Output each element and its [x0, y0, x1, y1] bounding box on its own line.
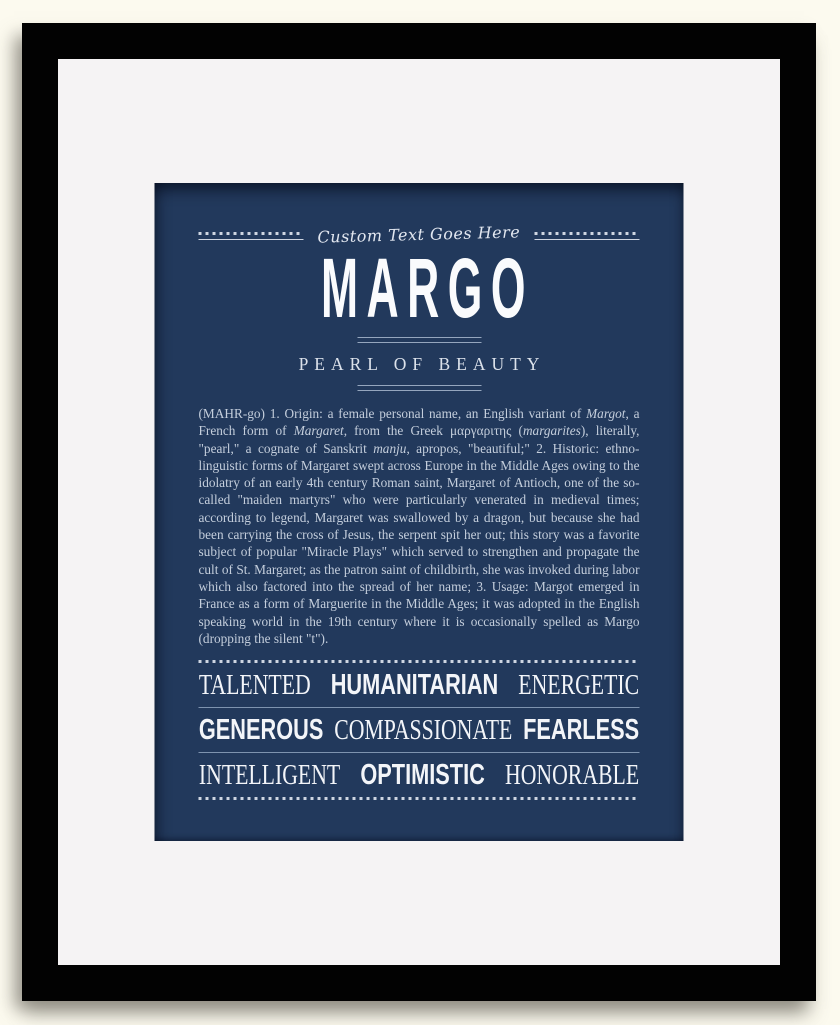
- trait-word: GENEROUS: [198, 713, 324, 746]
- name-art-poster: [155, 183, 684, 841]
- trait-word: OPTIMISTIC: [360, 758, 485, 791]
- trait-row: [199, 708, 639, 752]
- name-meaning-subtitle: PEARL OF BEAUTY: [298, 354, 546, 374]
- trait-word: COMPASSIONATE: [334, 713, 513, 746]
- solid-rule: [534, 239, 639, 240]
- traits-section: [199, 660, 640, 800]
- double-line-divider-bottom: [357, 385, 481, 391]
- divider-line: [357, 337, 481, 338]
- trait-word: INTELLIGENT: [198, 758, 341, 791]
- definition-text: , apropos, "beautiful;" 2. Historic: ethno-linguistic forms of Margaret swept across Europe in the Middle Ages owing to the idolatry of an early 4th century Roman saint, Margaret of Antioch, one of the so-called "maiden martyrs" who were particularly venerated in medieval times; according to legend, Margaret was swallowed by a dragon, but because she had been carrying the cross of Jesus, the serpent spit her out; this story was a favorite subject of popular "Miracle Plays" which served to strengthen and propagate the cult of St. Margaret; as the patron saint of childbirth, she was invoked during labor which also factored into the spread of her name; 3. Usage: Margot emerged in France as a form of Marguerite in the Middle Ages; it was adopted in the English speaking world in the 19th century where it is occasionally spelled as Margo (dropping the silent "t").: [198, 440, 640, 646]
- name-title-wrap: [199, 241, 640, 335]
- trait-word: FEARLESS: [523, 713, 640, 746]
- name-title: MARGO: [320, 241, 534, 335]
- solid-rule: [199, 239, 304, 240]
- definition-italic-word: Margot: [586, 406, 626, 421]
- trait-word: ENERGETIC: [518, 668, 640, 701]
- right-dotted-ornament: [534, 232, 639, 240]
- trait-row: [199, 753, 639, 797]
- trait-word: HONORABLE: [504, 758, 640, 791]
- double-line-divider-top: [357, 337, 481, 343]
- definition-text: ), literally, "pearl," a cognate of Sanskrit: [198, 423, 640, 456]
- definition-italic-word: margarites: [522, 423, 581, 439]
- definition-italic-word: manju: [373, 440, 407, 456]
- divider-line: [357, 385, 481, 386]
- definition-italic-word: Margaret: [293, 423, 344, 439]
- picture-frame: [22, 23, 816, 1001]
- left-dotted-ornament: [199, 232, 304, 240]
- definition-text: , a French form of: [198, 406, 640, 439]
- dotted-rule: [199, 232, 304, 235]
- mat-board: [58, 59, 780, 965]
- traits-dotted-border-bottom: [199, 797, 640, 800]
- definition-text: , from the Greek μαργαριτης (: [343, 423, 523, 439]
- trait-word: TALENTED: [198, 668, 311, 701]
- dotted-rule: [534, 232, 639, 235]
- trait-row: [199, 663, 639, 707]
- divider-line: [357, 390, 481, 391]
- custom-text: Custom Text Goes Here: [317, 221, 521, 247]
- definition-paragraph: [199, 405, 640, 647]
- definition-text: (MAHR-go) 1. Origin: a female personal name, an English variant of: [198, 406, 587, 421]
- divider-line: [357, 342, 481, 343]
- trait-word: HUMANITARIAN: [330, 668, 499, 701]
